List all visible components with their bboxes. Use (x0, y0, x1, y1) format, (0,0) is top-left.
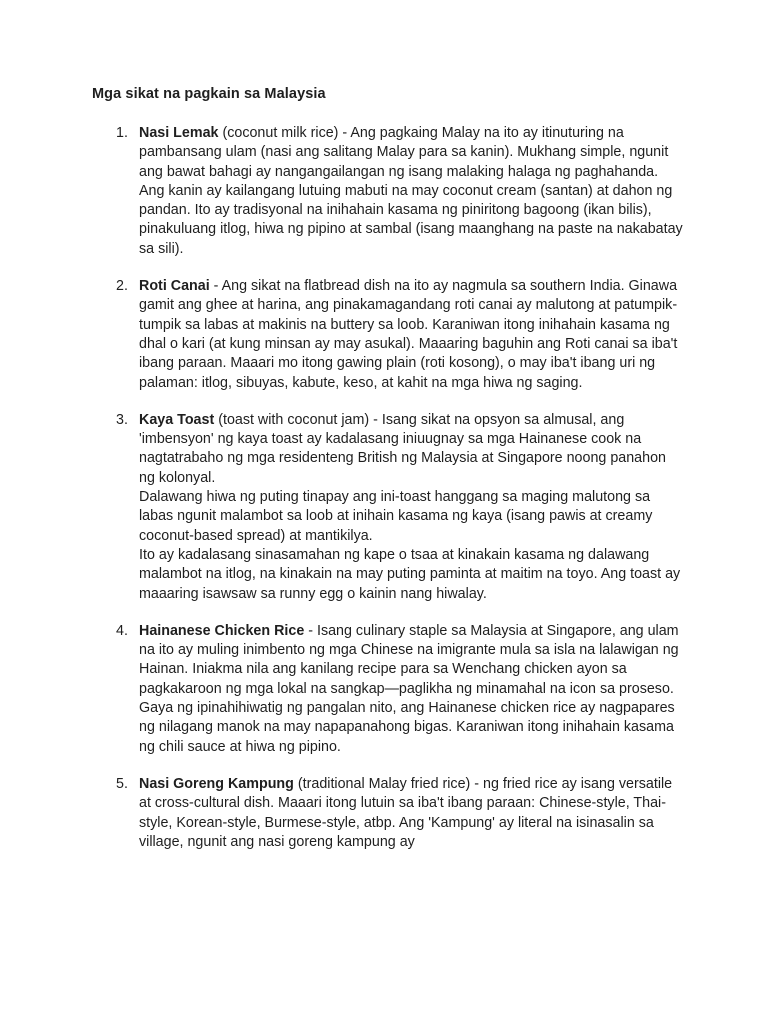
food-term: Hainanese Chicken Rice (139, 622, 305, 639)
list-item-body (139, 124, 684, 259)
food-description: (traditional Malay fried rice) - ng fried rice ay isang versatile at cross-cultural dish. Maaari itong lutuin sa iba't ibang paraan: Chinese-style, Thai-style, Korean-style, Burmese-style, atbp. Ang 'Kampung' ay literal na isinasalin sa village, ngunit ang nasi goreng kampung ay (139, 775, 673, 850)
list-item-paragraph: Gaya ng ipinahihiwatig ng pangalan nito, ang Hainanese chicken rice ay nagpapares ng nilagang manok na may napapanahong bigas. Karaniwan itong inihahain kasama ng chili sauce at hiwa ng pipino. (139, 700, 675, 755)
list-item-body (139, 775, 684, 852)
list-item-lead (139, 411, 684, 488)
list-item (0, 622, 768, 757)
food-description: (toast with coconut jam) - Isang sikat na opsyon sa almusal, ang 'imbensyon' ng kaya toast ay kadalasang iniuugnay sa mga Hainanese cook na nagtatrabaho ng mga residenteng British ng Malaysia at Singapore noong panahon ng kolonyal. (139, 411, 666, 486)
food-description: - Ang sikat na flatbread dish na ito ay nagmula sa southern India. Ginawa gamit ang ghee at harina, ang pinakamagandang roti canai ay malutong at patumpik-tumpik sa labas at makinis na buttery sa loob. Karaniwan itong inihahain kasama ng dhal o kari (at kung minsan ay may asukal). Maaaring baguhin ang Roti canai sa iba't ibang paraan. Maaari mo itong gawing plain (roti kosong), o may iba't ibang uri ng palaman: itlog, sibuyas, kabute, keso, at kahit na mga hiwa ng saging. (139, 278, 678, 391)
list-item-number: 3. (116, 411, 128, 428)
list-item-paragraph: Ang kanin ay kailangang lutuing mabuti na may coconut cream (santan) at dahon ng pandan. Ito ay tradisyonal na inihahain kasama ng piniritong bagoong (ikan bilis), pinakuluang itlog, hiwa ng pipino at sambal (isang maanghang na paste na nakabatay sa sili). (139, 182, 683, 257)
list-item-body (139, 622, 684, 757)
list-item-lead (139, 124, 684, 182)
list-item-lead (139, 277, 684, 393)
list-item-lead (139, 775, 684, 852)
food-list (0, 124, 768, 852)
food-term: Roti Canai (139, 278, 210, 295)
food-term: Nasi Goreng Kampung (139, 775, 294, 792)
list-item-number: 5. (116, 775, 128, 792)
list-item-body (139, 277, 684, 393)
list-item-lead (139, 622, 684, 699)
list-item-paragraph: Dalawang hiwa ng puting tinapay ang ini-toast hanggang sa maging malutong sa labas ngunit malambot sa loob at inihain kasama ng kaya (isang pawis at creamy coconut-based spread) at mantikilya. (139, 489, 653, 544)
list-item (0, 277, 768, 393)
food-description: (coconut milk rice) - Ang pagkaing Malay na ito ay itinuturing na pambansang ulam (nasi ang salitang Malay para sa kanin). Mukhang simple, ngunit ang bawat bahagi ay nangangailangan ng isang malaking halaga ng paghahanda. (139, 125, 669, 180)
list-item-body (139, 411, 684, 604)
document-title: Mga sikat na pagkain sa Malaysia (92, 86, 326, 102)
list-item-number: 4. (116, 622, 128, 639)
list-item (0, 775, 768, 852)
list-item-number: 2. (116, 278, 128, 295)
food-description: - Isang culinary staple sa Malaysia at Singapore, ang ulam na ito ay muling inimbento ng mga Chinese na imigrante mula sa isla na lalawigan ng Hainan. Iniakma nila ang kanilang recipe para sa Wenchang chicken ayon sa pagkakaroon ng mga lokal na sangkap—paglikha ng minamahal na icon sa proseso. (139, 622, 679, 697)
food-term: Kaya Toast (139, 411, 215, 428)
list-item-paragraph: Ito ay kadalasang sinasamahan ng kape o tsaa at kinakain kasama ng dalawang malambot na itlog, na kinakain na may puting paminta at maitim na toyo. Ang toast ay maaaring isawsaw sa runny egg o kainin nang hiwalay. (139, 546, 681, 602)
list-item (0, 124, 768, 259)
list-item (0, 411, 768, 604)
food-term: Nasi Lemak (139, 125, 219, 141)
list-item-number: 1. (116, 125, 128, 141)
